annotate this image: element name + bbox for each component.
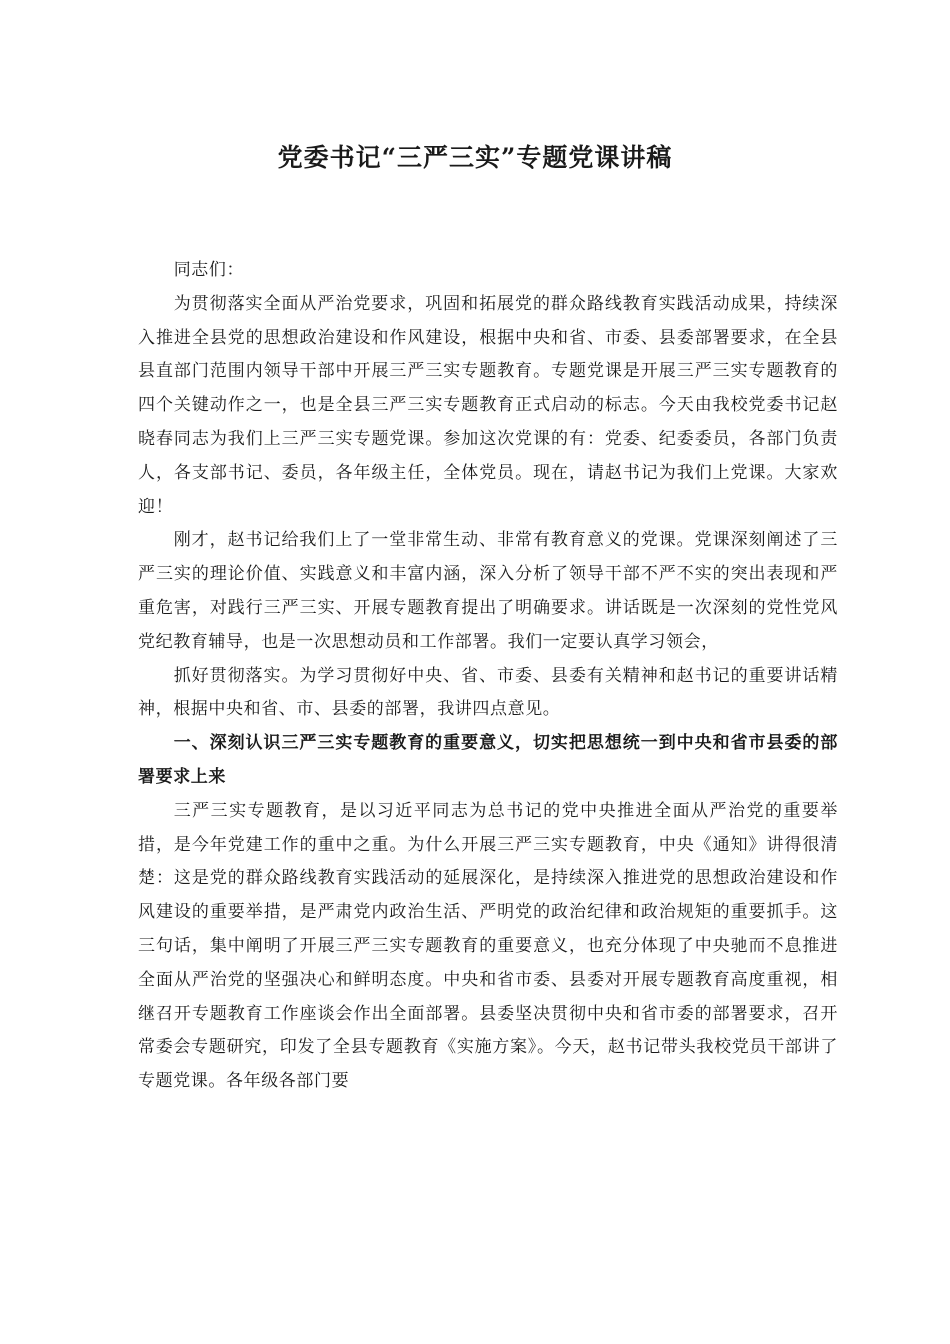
document-title: 党委书记“三严三实”专题党课讲稿 — [277, 143, 673, 172]
body-paragraph: 抓好贯彻落实。为学习贯彻好中央、省、市委、县委有关精神和赵书记的重要讲话精神，根据中央和省、市、县委的部署，我讲四点意见。 — [138, 665, 838, 720]
document-body — [138, 254, 838, 1099]
body-paragraph: 为贯彻落实全面从严治党要求，巩固和拓展党的群众路线教育实践活动成果，持续深入推进全县党的思想政治建设和作风建设，根据中央和省、市委、县委部署要求，在全县县直部门范围内领导干部中开展三严三实专题教育。专题党课是开展三严三实专题教育的四个关键动作之一，也是全县三严三实专题教育正式启动的标志。今天由我校党委书记赵晓春同志为我们上三严三实专题党课。参加这次党课的有：党委、纪委委员，各部门负责人，各支部书记、委员，各年级主任，全体党员。现在，请赵书记为我们上党课。大家欢迎！ — [138, 293, 838, 517]
body-paragraph: 三严三实专题教育，是以习近平同志为总书记的党中央推进全面从严治党的重要举措，是今年党建工作的重中之重。为什么开展三严三实专题教育，中央《通知》讲得很清楚：这是党的群众路线教育实践活动的延展深化，是持续深入推进党的思想政治建设和作风建设的重要举措，是严肃党内政治生活、严明党的政治纪律和政治规矩的重要抓手。这三句话，集中阐明了开展三严三实专题教育的重要意义，也充分体现了中央驰而不息推进全面从严治党的坚强决心和鲜明态度。中央和省市委、县委对开展专题教育高度重视，相继召开专题教育工作座谈会作出全面部署。县委坚决贯彻中央和省市委的部署要求，召开常委会专题研究，印发了全县专题教育《实施方案》。今天，赵书记带头我校党员干部讲了专题党课。各年级各部门要 — [138, 800, 838, 1092]
section-heading: 一、深刻认识三严三实专题教育的重要意义，切实把思想统一到中央和省市县委的部署要求上来 — [138, 733, 838, 787]
body-paragraph: 同志们： — [173, 260, 245, 280]
body-paragraph: 刚才，赵书记给我们上了一堂非常生动、非常有教育意义的党课。党课深刻阐述了三严三实的理论价值、实践意义和丰富内涵，深入分析了领导干部不严不实的突出表现和严重危害，对践行三严三实、开展专题教育提出了明确要求。讲话既是一次深刻的党性党风党纪教育辅导，也是一次思想动员和工作部署。我们一定要认真学习领会， — [138, 530, 838, 652]
